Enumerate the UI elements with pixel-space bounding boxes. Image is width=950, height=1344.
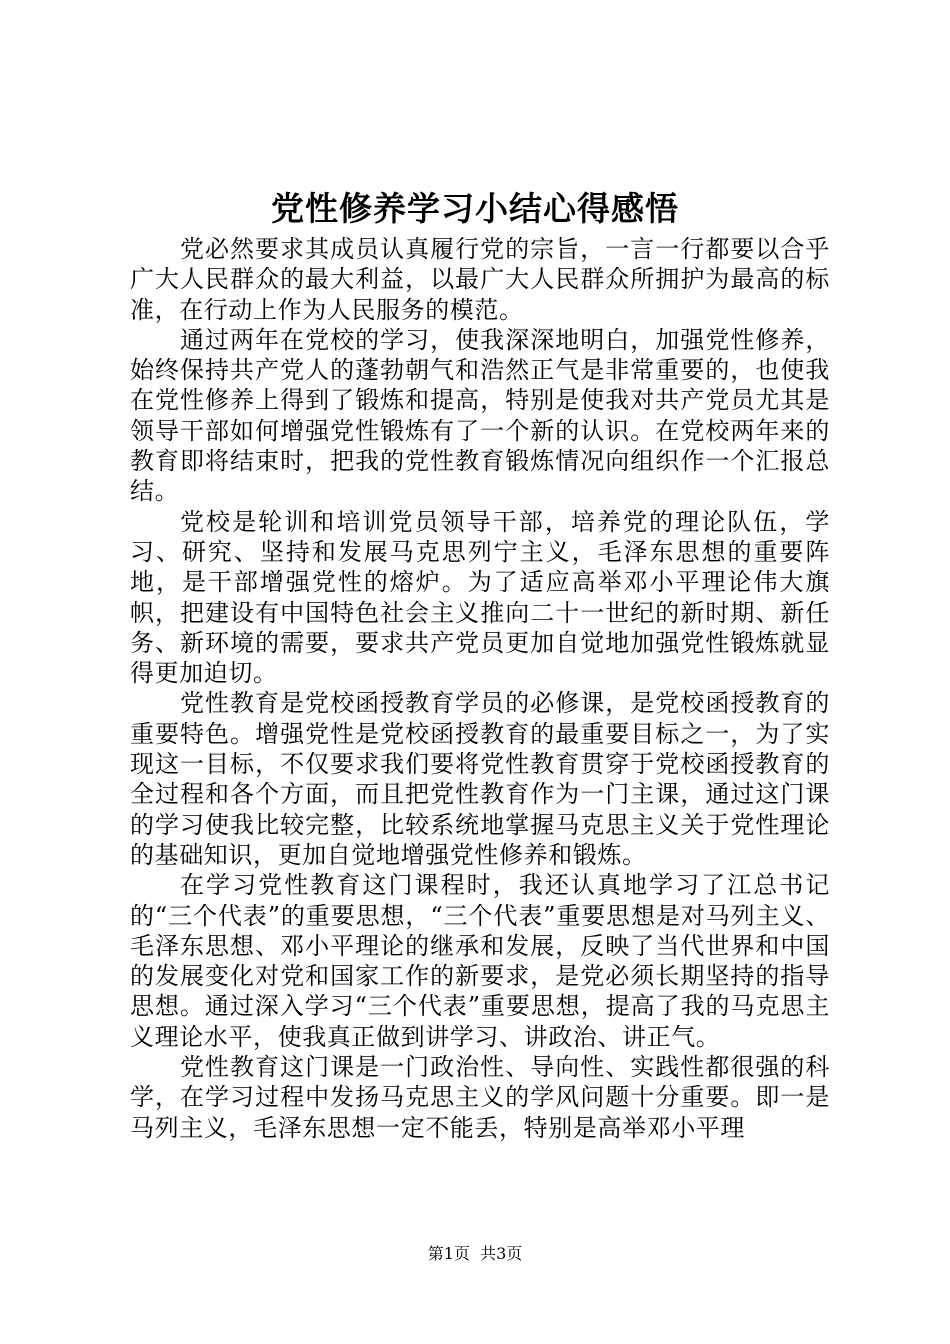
document-body (130, 234, 830, 1143)
paragraph: 党校是轮训和培训党员领导干部，培养党的理论队伍，学习、研究、坚持和发展马克思列宁主义，毛泽东思想的重要阵地，是干部增强党性的熔炉。为了适应高举邓小平理论伟大旗帜，把建设有中国特色社会主义推向二十一世纪的新时期、新任务、新环境的需要，要求共产党员更加自觉地加强党性锻炼就显得更加迫切。 (130, 507, 830, 688)
paragraph: 通过两年在党校的学习，使我深深地明白，加强党性修养，始终保持共产党人的蓬勃朝气和浩然正气是非常重要的，也使我在党性修养上得到了锻炼和提高，特别是使我对共产党员尤其是领导干部如何增强党性锻炼有了一个新的认识。在党校两年来的教育即将结束时，把我的党性教育锻炼情况向组织作一个汇报总结。 (130, 325, 830, 506)
paragraph: 党性教育这门课是一门政治性、导向性、实践性都很强的科学，在学习过程中发扬马克思主义的学风问题十分重要。即一是马列主义，毛泽东思想一定不能丢，特别是高举邓小平理 (130, 1053, 830, 1142)
paragraph: 党必然要求其成员认真履行党的宗旨，一言一行都要以合乎广大人民群众的最大利益，以最广大人民群众所拥护为最高的标准，在行动上作为人民服务的模范。 (130, 235, 830, 324)
page-title: 党性修养学习小结心得感悟 (271, 189, 679, 228)
paragraph: 在学习党性教育这门课程时，我还认真地学习了江总书记的“三个代表”的重要思想，“三个代表”重要思想是对马列主义、毛泽东思想、邓小平理论的继承和发展，反映了当代世界和中国的发展变化对党和国家工作的新要求，是党必须长期坚持的指导思想。通过深入学习“三个代表”重要思想，提高了我的马克思主义理论水平，使我真正做到讲学习、讲政治、讲正气。 (130, 871, 830, 1051)
page-number: 第1页 (427, 1244, 470, 1263)
page-footer (0, 1243, 950, 1265)
page-total: 共3页 (480, 1244, 523, 1263)
paragraph: 党性教育是党校函授教育学员的必修课，是党校函授教育的重要特色。增强党性是党校函授教育的最重要目标之一，为了实现这一目标，不仅要求我们要将党性教育贯穿于党校函授教育的全过程和各个方面，而且把党性教育作为一门主课，通过这门课的学习使我比较完整，比较系统地掌握马克思主义关于党性理论的基础知识，更加自觉地增强党性修养和锻炼。 (130, 689, 830, 869)
